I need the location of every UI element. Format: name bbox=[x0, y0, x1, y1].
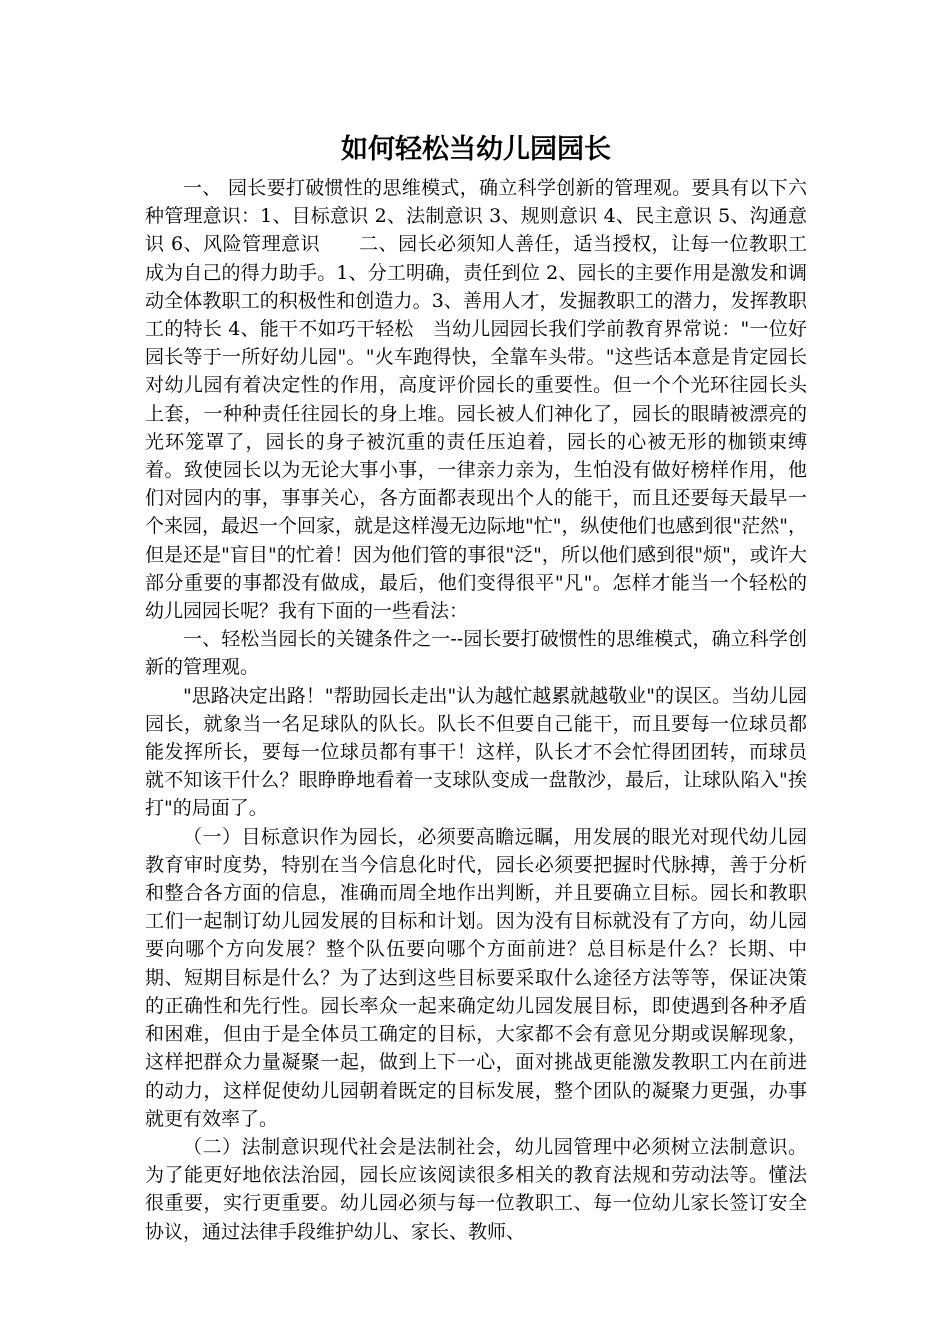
document-title: 如何轻松当幼儿园园长 bbox=[341, 134, 611, 165]
document-page bbox=[145, 130, 807, 1246]
paragraph-intro: 一、 园长要打破惯性的思维模式，确立科学创新的管理观。要具有以下六种管理意识：1、目标意识 2、法制意识 3、规则意识 4、民主意识 5、沟通意识 6、风险管理意识 二、园长必须知人善任，适当授权，让每一位教职工成为自己的得力助手。1、分工明确，责任到位 2、园长的主要作用是激发和调动全体教职工的积极性和创造力。3、善用人才，发掘教职工的潜力，发挥教职工的特长 4、能干不如巧干轻松 当幼儿园园长我们学前教育界常说："一位好园长等于一所好幼儿园"。"火车跑得快，全靠车头带。"这些话本意是肯定园长对幼儿园有着决定性的作用，高度评价园长的重要性。但一个个光环往园长头上套，一种种责任往园长的身上堆。园长被人们神化了，园长的眼睛被漂亮的光环笼罩了，园长的身子被沉重的责任压迫着，园长的心被无形的枷锁束缚着。致使园长以为无论大事小事，一律亲力亲为，生怕没有做好榜样作用，他们对园内的事，事事关心，各方面都表现出个人的能干，而且还要每天最早一个来园，最迟一个回家，就是这样漫无边际地"忙"，纵使他们也感到很"茫然"，但是还是"盲目"的忙着！因为他们管的事很"泛"，所以他们感到很"烦"，或许大部分重要的事都没有做成，最后，他们变得很平"凡"。怎样才能当一个轻松的幼儿园园长呢？我有下面的一些看法： bbox=[145, 177, 807, 623]
paragraph-goal-awareness: （一）目标意识作为园长，必须要高瞻远瞩，用发展的眼光对现代幼儿园教育审时度势，特别在当今信息化时代，园长必须要把握时代脉搏，善于分析和整合各方面的信息，准确而周全地作出判断，并且要确立目标。园长和教职工们一起制订幼儿园发展的目标和计划。因为没有目标就没有了方向，幼儿园要向哪个方向发展？整个队伍要向哪个方面前进？总目标是什么？长期、中期、短期目标是什么？为了达到这些目标要采取什么途径方法等等，保证决策的正确性和先行性。园长率众一起来确定幼儿园发展目标，即使遇到各种矛盾和困难，但由于是全体员工确定的目标，大家都不会有意见分期或误解现象，这样把群众力量凝聚一起，做到上下一心，面对挑战更能激发教职工内在前进的动力，这样促使幼儿园朝着既定的目标发展，整个团队的凝聚力更强，办事就更有效率了。 bbox=[145, 825, 807, 1130]
paragraph-section-one-heading: 一、轻松当园长的关键条件之一--园长要打破惯性的思维模式，确立科学创新的管理观。 bbox=[145, 628, 807, 679]
paragraph-legal-awareness: （二）法制意识现代社会是法制社会，幼儿园管理中必须树立法制意识。为了能更好地依法治园，园长应该阅读很多相关的教育法规和劳动法等。懂法很重要，实行更重要。幼儿园必须与每一位教职工、每一位幼儿家长签订安全协议，通过法律手段维护幼儿、家长、教师、 bbox=[145, 1135, 807, 1243]
paragraph-team-analogy: "思路决定出路！"帮助园长走出"认为越忙越累就越敬业"的误区。当幼儿园园长，就象当一名足球队的队长。队长不但要自己能干，而且要每一位球员都能发挥所长，要每一位球员都有事干！这样，队长才不会忙得团团转，而球员就不知该干什么？眼睁睁地看着一支球队变成一盘散沙，最后，让球队陷入"挨打"的局面了。 bbox=[145, 684, 807, 820]
